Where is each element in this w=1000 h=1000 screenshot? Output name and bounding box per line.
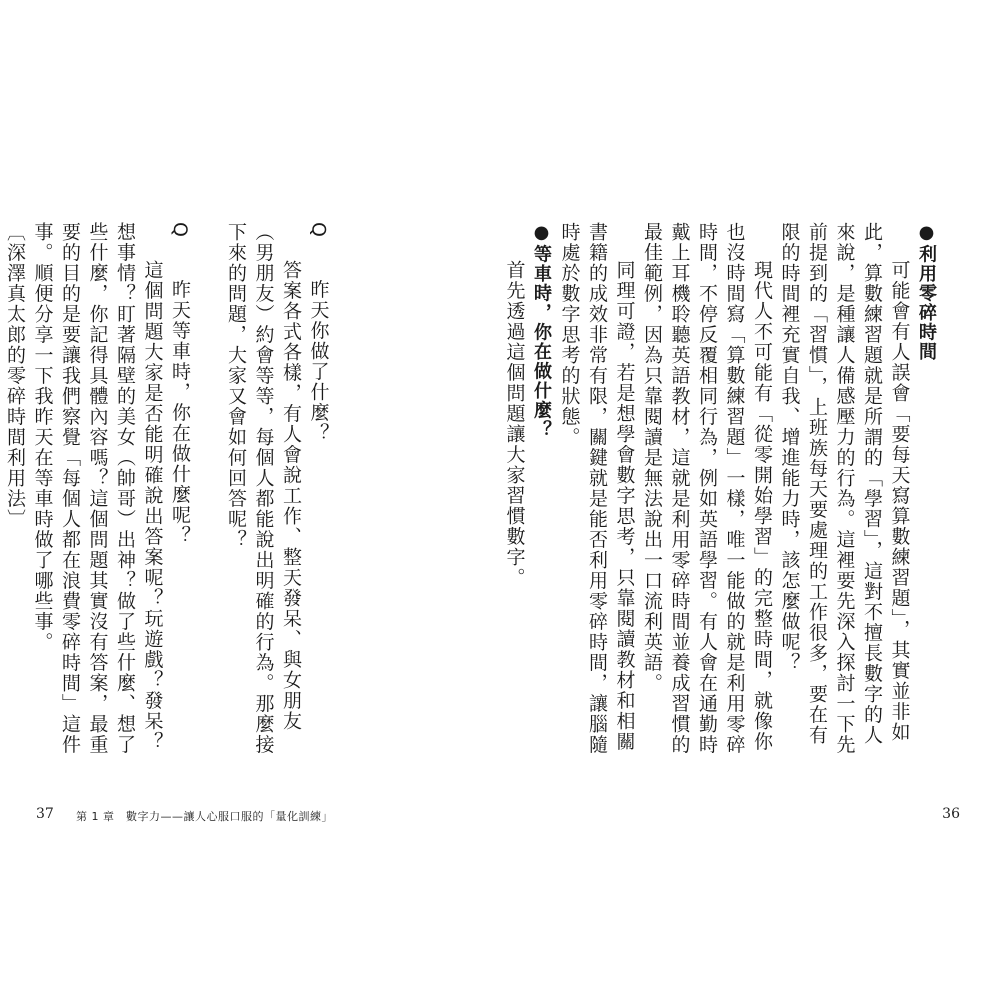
body-paragraph: 首先透過這個問題讓大家習慣數字。 (503, 260, 526, 588)
question-line: Q 昨天等車時，你在做什麼呢？ (169, 222, 191, 546)
body-paragraph (0, 222, 1, 762)
question-line: Q 昨天你做了什麼？ (307, 222, 330, 444)
bullet-icon: ● (916, 222, 937, 245)
section-heading: ●利用零碎時間 (916, 222, 937, 362)
question-mark-label: Q (307, 222, 330, 239)
bullet-icon: ● (531, 222, 552, 245)
page-number: 37 (36, 806, 54, 822)
body-paragraph: 這個問題大家是否能明確說出答案呢？玩遊戲？發呆？想事情？盯著隔壁的美女（帥哥）出神？做了些什麼、想了些什麼，你記得具體內容嗎？這個問題其實沒有答案，最重要的目的是要讓我們察覺「每個人都在浪費零碎時間」這件事。順便分享一下我昨天在等車時做了哪些事。 (31, 222, 164, 755)
right-page-text (503, 222, 940, 762)
body-paragraph: 同理可證，若是想學會數字思考，只靠閱讀教材和相關書籍的成效非常有限，關鍵就是能否利用零碎時間，讓腦隨時處於數字思考的狀態。 (558, 222, 636, 755)
body-paragraph: 現代人不可能有「從零開始學習」的完整時間，就像你也沒時間寫「算數練習題」一樣，唯一能做的就是利用零碎時間，不停反覆相同行為，例如英語學習。有人會在通勤時戴上耳機聆聽英語教材，這就是利用零碎時間並養成習慣的最佳範例，因為只靠閱讀是無法說出一口流利英語。 (641, 222, 773, 755)
left-page-text (4, 222, 360, 762)
body-paragraph: 可能會有人誤會「要每天寫算數練習題」，其實並非如此，算數練習題就是所謂的「學習」，這對不擅長數字的人來說，是種讓人備感壓力的行為。這裡要先深入探討一下先前提到的「習慣」，上班族每天要處理的工作很多，要在有限的時間裡充實自我、增進能力時，該怎麼做呢？ (778, 222, 911, 755)
right-page (500, 0, 1000, 1000)
section-heading: ●等車時，你在做什麼？ (531, 222, 552, 440)
page-number: 36 (942, 806, 960, 822)
body-paragraph: 答案各式各樣，有人會說工作、整天發呆、與女朋友（男朋友）約會等等，每個人都能說出明確的行為。那麼接下來的問題，大家又會如何回答呢？ (225, 222, 302, 755)
running-header: 第 1 章 數字力——讓人心服口服的「量化訓練」 (76, 810, 333, 823)
subheading: 〔深澤真太郎的零碎時間利用法〕 (4, 222, 26, 530)
question-mark-label: Q (169, 222, 191, 239)
